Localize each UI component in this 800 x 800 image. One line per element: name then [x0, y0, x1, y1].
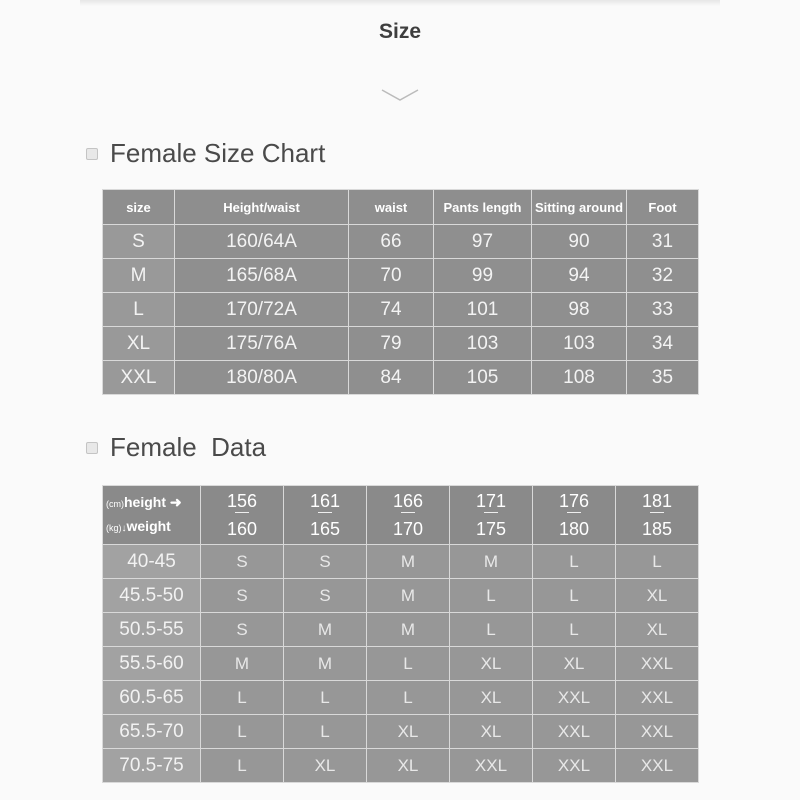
table-cell: M: [103, 259, 175, 293]
weight-range-cell: 70.5-75: [103, 749, 201, 783]
table-cell: 33: [627, 293, 699, 327]
table-cell: 165/68A: [175, 259, 349, 293]
weight-range-cell: 55.5-60: [103, 647, 201, 681]
section-title: Female Size Chart: [110, 138, 326, 168]
table-cell: 105: [434, 361, 532, 395]
height-range-header: [284, 486, 367, 545]
size-cell: M: [284, 613, 367, 647]
weight-range-cell: 60.5-65: [103, 681, 201, 715]
table-cell: 160/64A: [175, 225, 349, 259]
size-cell: S: [284, 579, 367, 613]
size-cell: XXL: [533, 715, 616, 749]
height-from: 171: [475, 491, 507, 511]
size-cell: L: [201, 715, 284, 749]
height-from: 161: [309, 491, 341, 511]
bullet-square-icon: [86, 442, 98, 454]
size-cell: L: [201, 749, 284, 783]
size-cell: S: [284, 545, 367, 579]
size-cell: XL: [616, 579, 699, 613]
size-cell: XL: [450, 715, 533, 749]
size-cell: L: [533, 545, 616, 579]
height-to: 170: [392, 519, 424, 539]
size-cell: XXL: [616, 749, 699, 783]
height-from: 176: [558, 491, 590, 511]
table-row: [103, 749, 699, 783]
top-divider: [80, 0, 720, 6]
size-cell: L: [533, 613, 616, 647]
size-cell: XXL: [533, 681, 616, 715]
size-cell: M: [201, 647, 284, 681]
column-header: Height/waist: [175, 190, 349, 225]
table-cell: 98: [532, 293, 627, 327]
table-row: [103, 681, 699, 715]
size-cell: S: [201, 545, 284, 579]
range-separator: [650, 512, 664, 519]
size-cell: L: [367, 647, 450, 681]
table-cell: 101: [434, 293, 532, 327]
table-cell: 94: [532, 259, 627, 293]
size-cell: XXL: [450, 749, 533, 783]
table-row: [103, 327, 699, 361]
height-to: 185: [641, 519, 673, 539]
table-cell: 180/80A: [175, 361, 349, 395]
table-cell: 74: [349, 293, 434, 327]
table-cell: 32: [627, 259, 699, 293]
size-cell: M: [450, 545, 533, 579]
size-cell: L: [616, 545, 699, 579]
section-title: Female Data: [110, 432, 267, 462]
height-from: 181: [641, 491, 673, 511]
size-cell: L: [201, 681, 284, 715]
table-cell: 35: [627, 361, 699, 395]
size-cell: M: [367, 613, 450, 647]
height-range-header: [367, 486, 450, 545]
height-unit: (cm): [106, 498, 124, 509]
size-cell: S: [201, 579, 284, 613]
weight-label: weight: [126, 517, 171, 534]
table-cell: 103: [532, 327, 627, 361]
table-cell: 175/76A: [175, 327, 349, 361]
range-separator: [401, 512, 415, 519]
table-cell: 103: [434, 327, 532, 361]
size-cell: XL: [616, 613, 699, 647]
table-cell: L: [103, 293, 175, 327]
range-separator: [567, 512, 581, 519]
size-cell: XXL: [533, 749, 616, 783]
size-cell: XXL: [616, 647, 699, 681]
table-row: [103, 579, 699, 613]
size-cell: S: [201, 613, 284, 647]
table-row: [103, 647, 699, 681]
height-range-header: [533, 486, 616, 545]
table-row: [103, 293, 699, 327]
table-row: [103, 613, 699, 647]
height-from: 156: [226, 491, 258, 511]
weight-unit: (kg): [106, 522, 122, 533]
table-cell: 66: [349, 225, 434, 259]
size-cell: M: [284, 647, 367, 681]
size-cell: M: [367, 545, 450, 579]
height-range-header: [201, 486, 284, 545]
column-header: waist: [349, 190, 434, 225]
size-cell: XL: [450, 647, 533, 681]
female-size-chart-table: [102, 189, 699, 395]
height-range-header: [450, 486, 533, 545]
size-cell: L: [367, 681, 450, 715]
table-cell: 70: [349, 259, 434, 293]
arrow-down-icon: ↓: [121, 522, 127, 534]
size-cell: L: [450, 613, 533, 647]
column-header: size: [103, 190, 175, 225]
female-data-heading: [86, 432, 266, 463]
table-row: [103, 259, 699, 293]
table-row: [103, 361, 699, 395]
female-data-table: [102, 485, 699, 783]
size-cell: XL: [450, 681, 533, 715]
table-cell: S: [103, 225, 175, 259]
size-cell: M: [367, 579, 450, 613]
table-header-row: [103, 190, 699, 225]
chevron-down-icon: [380, 86, 420, 102]
table-cell: XXL: [103, 361, 175, 395]
column-header: Pants length: [434, 190, 532, 225]
size-cell: XXL: [616, 681, 699, 715]
table-cell: 90: [532, 225, 627, 259]
size-cell: L: [284, 681, 367, 715]
table-row: [103, 545, 699, 579]
table-cell: 31: [627, 225, 699, 259]
height-range-header: [616, 486, 699, 545]
table-cell: 84: [349, 361, 434, 395]
table-cell: 99: [434, 259, 532, 293]
height-label: height: [124, 493, 166, 510]
size-cell: XL: [367, 749, 450, 783]
female-size-chart-heading: [86, 138, 325, 169]
size-cell: L: [284, 715, 367, 749]
height-to: 165: [309, 519, 341, 539]
range-separator: [235, 512, 249, 519]
column-header: Foot: [627, 190, 699, 225]
arrow-right-icon: ➜: [169, 493, 182, 510]
table-cell: 79: [349, 327, 434, 361]
weight-range-cell: 65.5-70: [103, 715, 201, 749]
range-separator: [484, 512, 498, 519]
size-cell: XL: [284, 749, 367, 783]
size-cell: XL: [533, 647, 616, 681]
table-row: [103, 225, 699, 259]
range-separator: [318, 512, 332, 519]
size-cell: L: [450, 579, 533, 613]
table-cell: 97: [434, 225, 532, 259]
height-to: 180: [558, 519, 590, 539]
size-cell: L: [533, 579, 616, 613]
size-cell: XL: [367, 715, 450, 749]
weight-range-cell: 45.5-50: [103, 579, 201, 613]
weight-range-cell: 50.5-55: [103, 613, 201, 647]
height-from: 166: [392, 491, 424, 511]
height-to: 175: [475, 519, 507, 539]
bullet-square-icon: [86, 148, 98, 160]
page-title: Size: [378, 20, 422, 43]
table-cell: XL: [103, 327, 175, 361]
table-header-row: [103, 486, 699, 545]
height-weight-corner: [103, 486, 201, 545]
column-header: Sitting around: [532, 190, 627, 225]
table-cell: 34: [627, 327, 699, 361]
weight-range-cell: 40-45: [103, 545, 201, 579]
table-cell: 170/72A: [175, 293, 349, 327]
table-cell: 108: [532, 361, 627, 395]
size-cell: XXL: [616, 715, 699, 749]
table-row: [103, 715, 699, 749]
height-to: 160: [226, 519, 258, 539]
